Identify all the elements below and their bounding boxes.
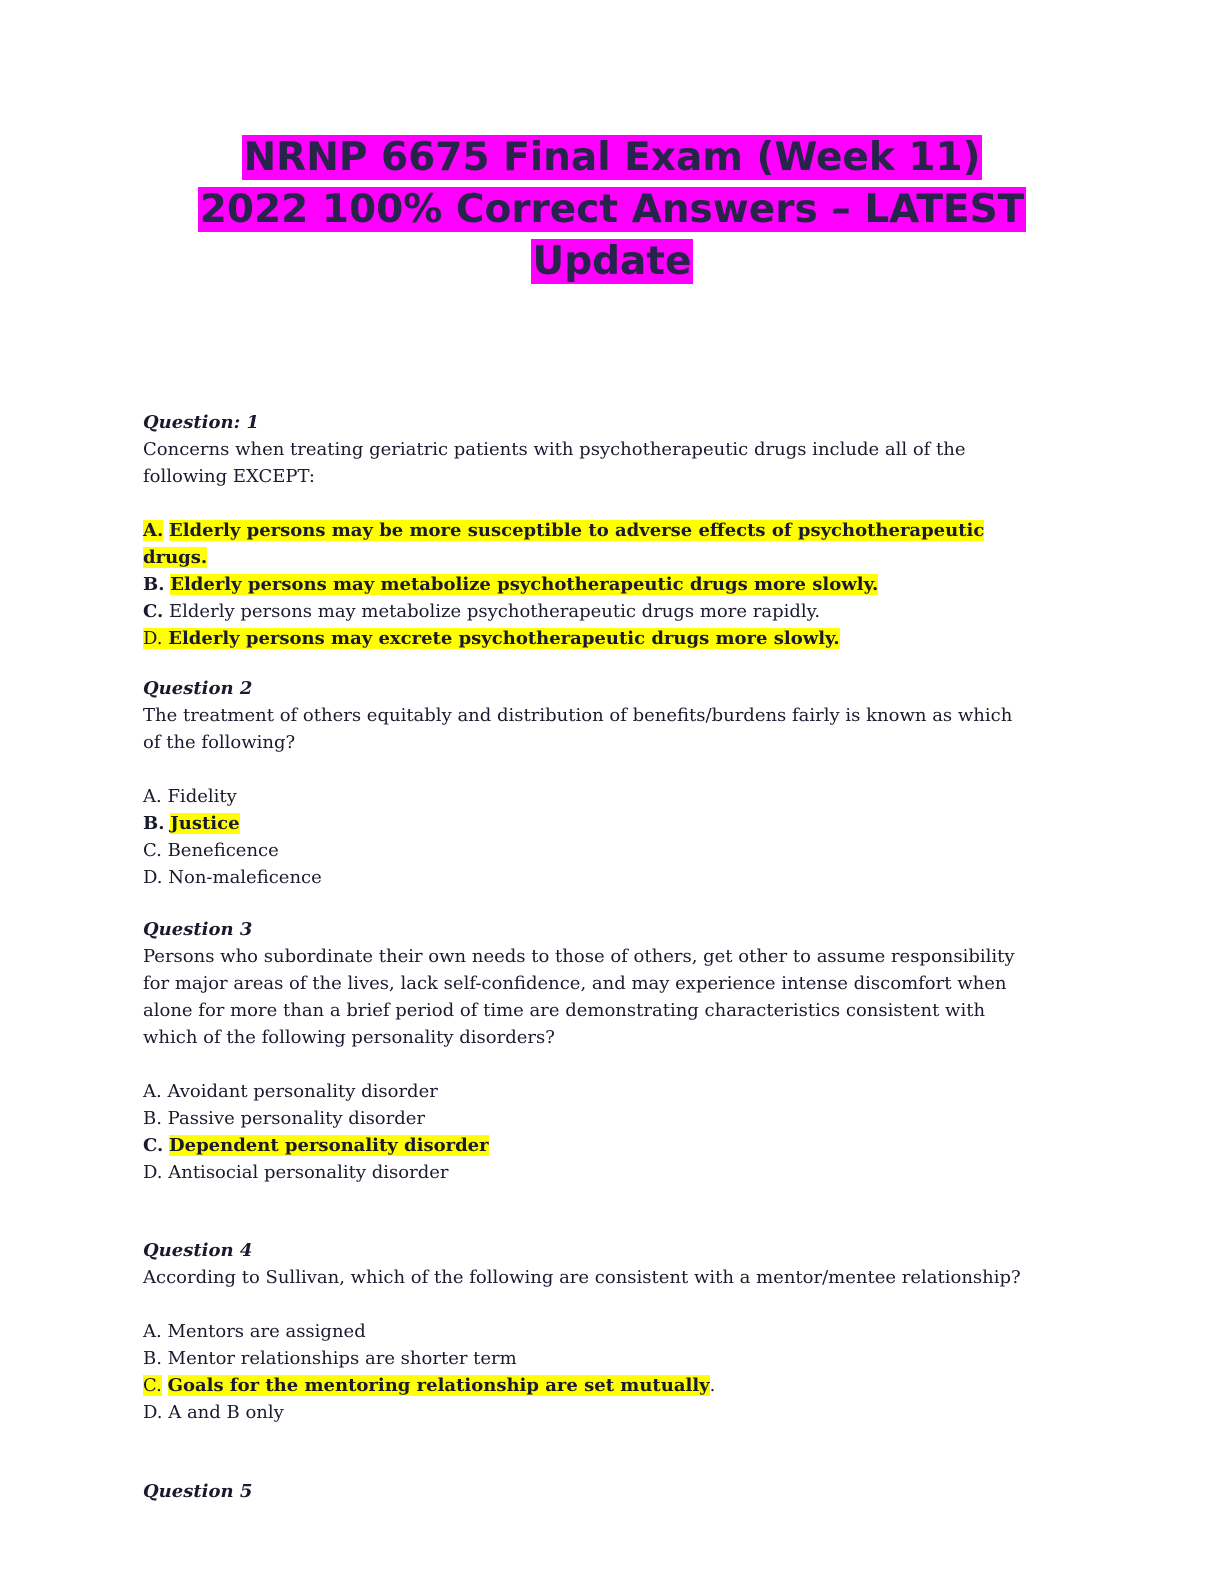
option-letter: B. <box>143 813 165 834</box>
question-2 <box>143 675 1103 891</box>
question-stem-line: for major areas of the lives, lack self-confidence, and may experience intense discomfort when <box>143 973 1007 994</box>
question-label: Question 2 <box>143 678 253 699</box>
question-3 <box>143 916 1103 1186</box>
question-stem-line: Concerns when treating geriatric patients with psychotherapeutic drugs include all of the <box>143 439 966 460</box>
option-a: A. Avoidant personality disorder <box>143 1081 438 1102</box>
question-4 <box>143 1237 1103 1426</box>
option-c <box>143 598 1103 625</box>
option-text: Elderly persons may excrete psychotherapeutic drugs more slowly. <box>168 628 840 649</box>
option-b: B. Passive personality disorder <box>143 1108 426 1129</box>
question-label: Question 4 <box>143 1240 253 1261</box>
option-text: Elderly persons may metabolize psychotherapeutic drugs more rapidly. <box>169 601 821 622</box>
option-end: . <box>200 547 208 568</box>
option-d: D. Antisocial personality disorder <box>143 1162 449 1183</box>
option-end: . <box>709 1375 716 1396</box>
option-letter: C. <box>143 601 164 622</box>
option-a-continued <box>143 544 1103 571</box>
option-text: Dependent personality disorder <box>169 1135 489 1156</box>
question-label: Question 3 <box>143 919 253 940</box>
option-a <box>143 517 1103 544</box>
question-5 <box>143 1478 1103 1505</box>
option-c <box>143 1372 1103 1399</box>
question-stem-line: alone for more than a brief period of time are demonstrating characteristics consistent with <box>143 1000 986 1021</box>
question-1 <box>143 409 1103 652</box>
question-stem-line: of the following? <box>143 732 296 753</box>
question-stem-line: The treatment of others equitably and distribution of benefits/burdens fairly is known as which <box>143 705 1013 726</box>
option-text: Elderly persons may metabolize psychotherapeutic drugs more slowly. <box>170 574 879 595</box>
option-c: C. Beneficence <box>143 840 279 861</box>
option-letter: D. <box>143 628 163 649</box>
question-label: Question 5 <box>143 1481 253 1502</box>
question-label: Question: 1 <box>143 412 260 433</box>
option-d: D. A and B only <box>143 1402 284 1423</box>
option-d <box>143 625 1103 652</box>
option-text: Goals for the mentoring relationship are set mutually <box>167 1375 710 1396</box>
option-b <box>143 810 1103 837</box>
option-letter: B. <box>143 574 165 595</box>
document-title <box>100 132 1124 288</box>
question-stem-line: Persons who subordinate their own needs to those of others, get other to assume responsibility <box>143 946 1015 967</box>
option-text: Elderly persons may be more susceptible to adverse effects of psychotherapeutic <box>168 520 985 541</box>
option-letter: C. <box>143 1135 164 1156</box>
option-text: Justice <box>170 813 240 834</box>
option-a: A. Fidelity <box>143 786 237 807</box>
option-letter: C. <box>143 1375 162 1396</box>
option-c <box>143 1132 1103 1159</box>
question-stem-line: following EXCEPT: <box>143 466 315 487</box>
option-text: drugs <box>143 547 201 568</box>
title-line-2: 2022 100% Correct Answers – LATEST <box>199 187 1025 232</box>
option-letter: A. <box>143 520 164 541</box>
question-stem-line: which of the following personality disorders? <box>143 1027 555 1048</box>
option-a: A. Mentors are assigned <box>143 1321 366 1342</box>
title-line-1: NRNP 6675 Final Exam (Week 11) <box>243 135 981 180</box>
option-d: D. Non-maleficence <box>143 867 322 888</box>
question-stem-line: According to Sullivan, which of the following are consistent with a mentor/mentee relationship? <box>143 1267 1021 1288</box>
title-line-3: Update <box>532 239 692 284</box>
option-b: B. Mentor relationships are shorter term <box>143 1348 517 1369</box>
option-b <box>143 571 1103 598</box>
